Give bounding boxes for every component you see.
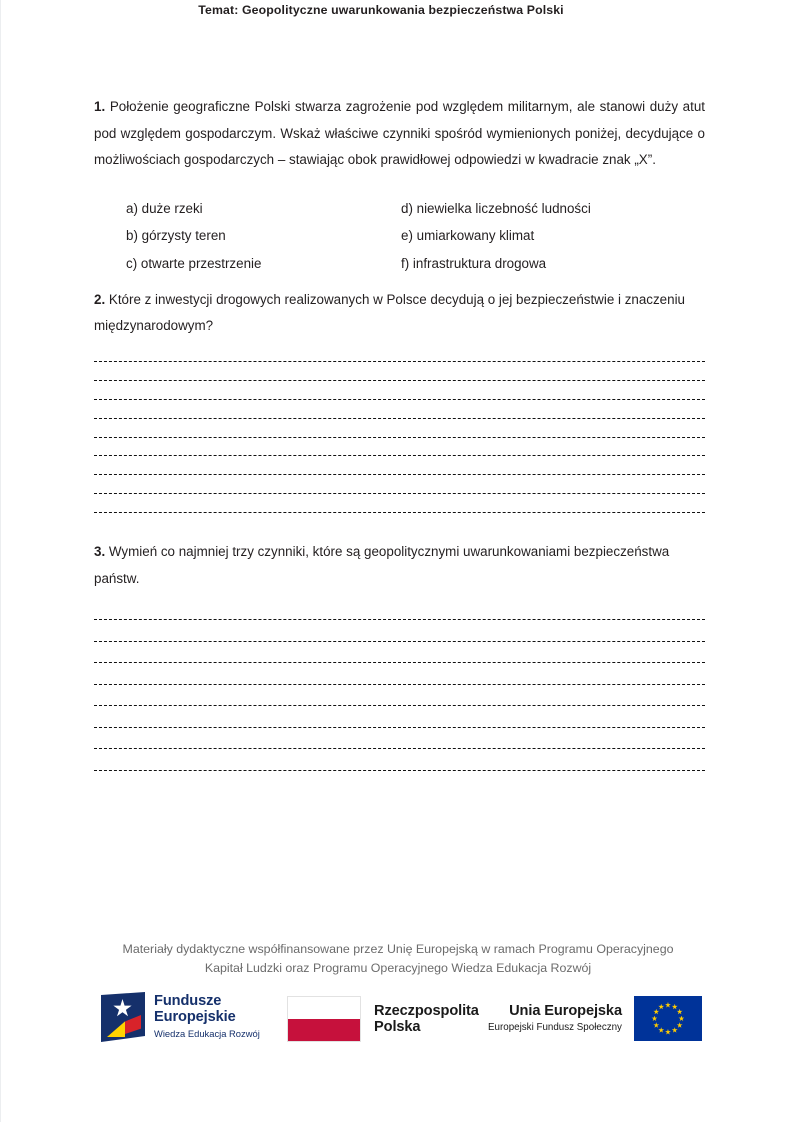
polish-flag-red-band xyxy=(288,1019,360,1041)
footer-line-2: Kapitał Ludzki oraz Programu Operacyjnego Wiedza Edukacja Rozwój xyxy=(204,961,592,975)
eu-star-icon xyxy=(658,1027,664,1033)
eu-flag-icon xyxy=(634,996,702,1041)
page-topic-title: Temat: Geopolityczne uwarunkowania bezpieczeństwa Polski xyxy=(198,3,564,17)
answer-line[interactable] xyxy=(94,437,705,438)
question-1-number: 1. xyxy=(94,99,106,114)
eu-star-icon xyxy=(665,1029,671,1035)
question-1 xyxy=(94,94,705,174)
footer-logo-bar xyxy=(1,988,794,1058)
fundusze-europejskie-wordmark xyxy=(154,994,260,1040)
question-2-text: Które z inwestycji drogowych realizowanych w Polsce decydują o jej bezpieczeństwie i znaczeniu międzynarodowym? xyxy=(94,291,685,334)
answer-line[interactable] xyxy=(94,641,705,642)
option-b[interactable]: b) górzysty teren xyxy=(126,228,226,244)
option-a[interactable]: a) duże rzeki xyxy=(126,200,203,216)
answer-line[interactable] xyxy=(94,493,705,494)
question-2-number: 2. xyxy=(94,291,106,307)
question-1-options xyxy=(94,195,705,277)
spacer xyxy=(94,340,705,361)
option-c[interactable]: c) otwarte przestrzenie xyxy=(126,255,262,271)
ue-subtitle: Europejski Fundusz Społeczny xyxy=(488,1022,622,1033)
eu-star-icon xyxy=(672,1004,678,1010)
answer-line[interactable] xyxy=(94,361,705,362)
answer-line[interactable] xyxy=(94,380,705,381)
rp-title-line-1: Rzeczpospolita xyxy=(374,1002,479,1019)
rzeczpospolita-wordmark xyxy=(374,1003,479,1036)
eu-star-icon xyxy=(665,1002,671,1008)
eu-star-icon xyxy=(653,1009,659,1015)
question-3-answer-lines[interactable] xyxy=(94,619,705,771)
spacer xyxy=(94,592,705,619)
polish-flag-icon xyxy=(287,996,361,1042)
logo-unia-europejska xyxy=(488,996,702,1041)
answer-line[interactable] xyxy=(94,474,705,475)
fe-title-line-2: Europejskie xyxy=(154,1008,236,1025)
spacer xyxy=(94,513,705,539)
worksheet-content xyxy=(94,94,705,771)
footer-funding-note xyxy=(1,940,794,978)
rp-title-line-2: Polska xyxy=(374,1019,421,1035)
answer-line[interactable] xyxy=(94,748,705,749)
option-f[interactable]: f) infrastruktura drogowa xyxy=(401,255,547,271)
options-column-right xyxy=(401,195,591,278)
eu-star-icon xyxy=(678,1016,684,1022)
fundusze-europejskie-flag-icon xyxy=(101,992,145,1042)
eu-star-icon xyxy=(653,1022,659,1028)
fe-subtitle: Wiedza Edukacja Rozwój xyxy=(154,1028,260,1039)
logo-rzeczpospolita-polska xyxy=(287,996,479,1042)
answer-line[interactable] xyxy=(94,418,705,419)
question-1-text: Położenie geograficzne Polski stwarza zagrożenie pod względem militarnym, ale stanowi duży atut pod względem gospodarczym. Wskaż właściwe czynniki spośród wymienionych poniżej, decydujące o możliwościach gospodarczych – stawiając obok prawidłowej odpowiedzi w kwadracie znak „X”. xyxy=(94,99,705,168)
question-3-text: Wymień co najmniej trzy czynniki, które są geopolitycznymi uwarunkowaniami bezpieczeństwa państw. xyxy=(94,544,670,586)
answer-line[interactable] xyxy=(94,727,705,728)
eu-star-icon xyxy=(651,1016,657,1022)
answer-line[interactable] xyxy=(94,705,705,706)
eu-star-icon xyxy=(677,1009,683,1015)
eu-star-icon xyxy=(658,1004,664,1010)
answer-line[interactable] xyxy=(94,662,705,663)
footer-line-1: Materiały dydaktyczne współfinansowane przez Unię Europejską w ramach Programu Operacyjnego xyxy=(122,942,674,956)
answer-line[interactable] xyxy=(94,399,705,400)
question-2 xyxy=(94,287,705,340)
question-2-answer-lines[interactable] xyxy=(94,361,705,513)
answer-line[interactable] xyxy=(94,684,705,685)
fe-title-line-1: Fundusze xyxy=(154,993,222,1009)
answer-line[interactable] xyxy=(94,619,705,620)
question-3 xyxy=(94,539,705,592)
eu-star-icon xyxy=(677,1022,683,1028)
unia-europejska-wordmark xyxy=(488,1003,622,1034)
question-3-number: 3. xyxy=(94,544,106,560)
eu-star-icon xyxy=(672,1027,678,1033)
ue-title: Unia Europejska xyxy=(509,1003,622,1019)
option-d[interactable]: d) niewielka liczebność ludności xyxy=(401,200,591,216)
logo-fundusze-europejskie xyxy=(101,992,260,1042)
polish-flag-white-band xyxy=(288,997,360,1019)
options-column-left xyxy=(126,195,261,278)
answer-line[interactable] xyxy=(94,455,705,456)
option-e[interactable]: e) umiarkowany klimat xyxy=(401,228,535,244)
answer-line[interactable] xyxy=(94,770,705,771)
